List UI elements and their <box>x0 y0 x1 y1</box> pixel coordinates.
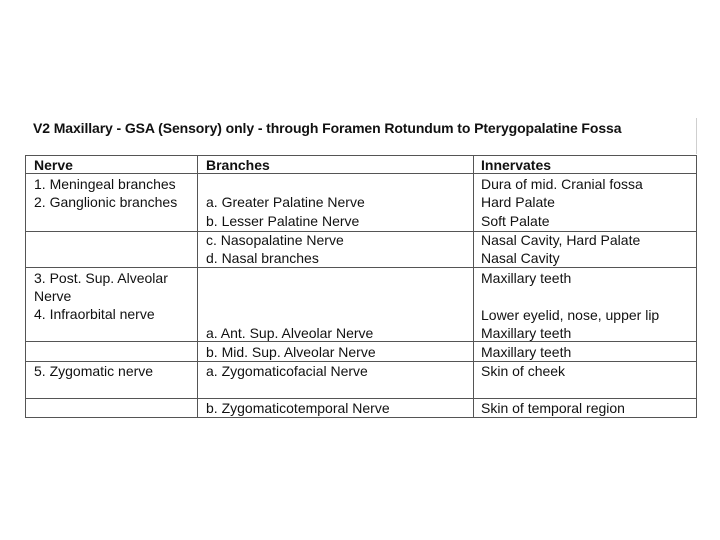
innervates-cell: Skin of temporal region <box>481 400 625 416</box>
innervates-cell: Soft Palate <box>481 213 550 229</box>
branch-cell: b. Lesser Palatine Nerve <box>206 213 360 229</box>
nerve-cell: 2. Ganglionic branches <box>34 194 178 210</box>
innervates-cell: Lower eyelid, nose, upper lip <box>481 307 660 323</box>
innervates-cell: Hard Palate <box>481 194 555 210</box>
header-branches: Branches <box>206 157 270 173</box>
branch-cell: c. Nasopalatine Nerve <box>206 232 344 248</box>
header-innervates: Innervates <box>481 157 552 173</box>
innervates-cell: Nasal Cavity <box>481 250 560 266</box>
row-divider <box>26 361 696 362</box>
divider <box>696 118 697 154</box>
branch-cell: a. Zygomaticofacial Nerve <box>206 363 368 379</box>
nerve-cell: 5. Zygomatic nerve <box>34 363 154 379</box>
innervates-cell: Maxillary teeth <box>481 344 572 360</box>
nerve-cell: 4. Infraorbital nerve <box>34 306 155 322</box>
nerve-cell: 3. Post. Sup. Alveolar <box>34 270 168 286</box>
branch-cell: b. Mid. Sup. Alveolar Nerve <box>206 344 376 360</box>
row-divider <box>26 341 696 342</box>
column-divider <box>473 156 474 417</box>
page-title: V2 Maxillary - GSA (Sensory) only - through Foramen Rotundum to Pterygopalatine Fossa <box>33 120 622 136</box>
header-nerve: Nerve <box>34 157 73 173</box>
nerve-cell: 1. Meningeal branches <box>34 176 176 192</box>
innervates-cell: Nasal Cavity, Hard Palate <box>481 232 641 248</box>
innervates-cell: Maxillary teeth <box>481 325 572 341</box>
branch-cell: d. Nasal branches <box>206 250 319 266</box>
innervates-cell: Skin of cheek <box>481 363 566 379</box>
row-divider <box>26 173 696 174</box>
innervates-cell: Maxillary teeth <box>481 270 572 286</box>
row-divider <box>26 398 696 399</box>
branch-cell: a. Ant. Sup. Alveolar Nerve <box>206 325 374 341</box>
innervates-cell: Dura of mid. Cranial fossa <box>481 176 643 192</box>
branch-cell: a. Greater Palatine Nerve <box>206 194 365 210</box>
branch-cell: b. Zygomaticotemporal Nerve <box>206 400 390 416</box>
nerve-cell: Nerve <box>34 288 72 304</box>
nerve-table <box>25 155 697 418</box>
row-divider <box>26 267 696 268</box>
column-divider <box>197 156 198 417</box>
